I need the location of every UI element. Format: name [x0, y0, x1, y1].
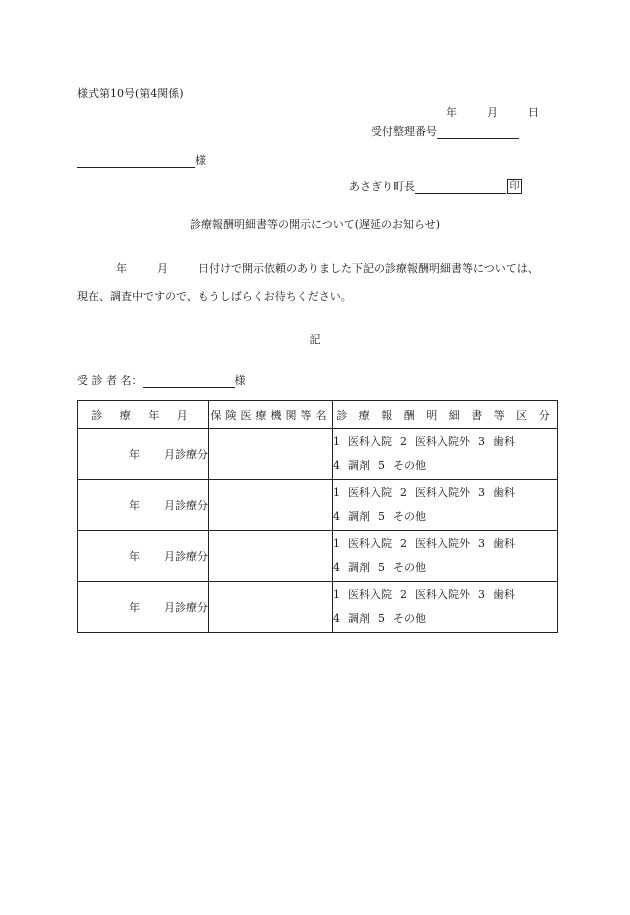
category-line-2: 4 調剤 5 その他	[333, 510, 426, 523]
date-day: 日	[528, 106, 539, 119]
mayor-name-field[interactable]	[415, 181, 506, 194]
seal-stamp: 印	[507, 179, 522, 194]
body-month: 月	[157, 262, 168, 275]
category-line-2: 4 調剤 5 その他	[333, 561, 426, 574]
receipt-number	[371, 123, 519, 139]
mayor-line	[349, 178, 522, 194]
category-cell	[333, 531, 558, 582]
table-row	[78, 531, 558, 582]
ki-heading: 記	[309, 333, 321, 346]
header-treatment-month: 診 療 年 月	[78, 401, 209, 429]
patient-line	[77, 372, 246, 388]
body-line-1-text: 日付けで開示依頼のありました下記の診療報酬明細書等については、	[198, 262, 539, 275]
body-line-1	[116, 260, 539, 276]
disclosure-table	[77, 400, 558, 633]
table-header-row	[78, 401, 558, 429]
institution-cell[interactable]	[209, 531, 333, 582]
table-row	[78, 429, 558, 480]
body-year: 年	[116, 262, 127, 275]
category-line-2: 4 調剤 5 その他	[333, 459, 426, 472]
recipient-name-field[interactable]	[77, 155, 195, 168]
category-line-1: 1 医科入院 2 医科入院外 3 歯科	[333, 537, 515, 550]
treatment-period-cell[interactable]: 年 月診療分	[78, 480, 209, 531]
header-institution: 保険医療機関等名	[209, 401, 333, 429]
date-month: 月	[487, 106, 498, 119]
treatment-period-cell[interactable]: 年 月診療分	[78, 531, 209, 582]
category-cell	[333, 480, 558, 531]
recipient-suffix: 様	[195, 154, 206, 167]
category-line-1: 1 医科入院 2 医科入院外 3 歯科	[333, 486, 515, 499]
patient-label: 受 診 者 名：	[77, 374, 143, 387]
patient-suffix: 様	[234, 374, 246, 387]
category-line-1: 1 医科入院 2 医科入院外 3 歯科	[333, 588, 515, 601]
institution-cell[interactable]	[209, 480, 333, 531]
receipt-number-label: 受付整理番号	[371, 125, 437, 138]
mayor-title: あさぎり町長	[349, 180, 415, 193]
category-cell	[333, 429, 558, 480]
institution-cell[interactable]	[209, 429, 333, 480]
patient-name-field[interactable]	[143, 375, 235, 388]
table-row	[78, 480, 558, 531]
treatment-period-cell[interactable]: 年 月診療分	[78, 429, 209, 480]
body-line-2: 現在、調査中ですので、もうしばらくお待ちください。	[77, 290, 352, 303]
institution-cell[interactable]	[209, 582, 333, 633]
category-cell	[333, 582, 558, 633]
receipt-number-field[interactable]	[437, 126, 519, 139]
subject-title: 診療報酬明細書等の開示について(遅延のお知らせ)	[189, 218, 441, 231]
recipient-line	[77, 152, 206, 168]
header-statement-category: 診 療 報 酬 明 細 書 等 区 分	[333, 401, 558, 429]
date-year: 年	[446, 106, 457, 119]
treatment-period-cell[interactable]: 年 月診療分	[78, 582, 209, 633]
form-label: 様式第10号(第4関係)	[77, 87, 184, 100]
date-line	[446, 104, 539, 120]
category-line-1: 1 医科入院 2 医科入院外 3 歯科	[333, 435, 515, 448]
table-row	[78, 582, 558, 633]
category-line-2: 4 調剤 5 その他	[333, 612, 426, 625]
